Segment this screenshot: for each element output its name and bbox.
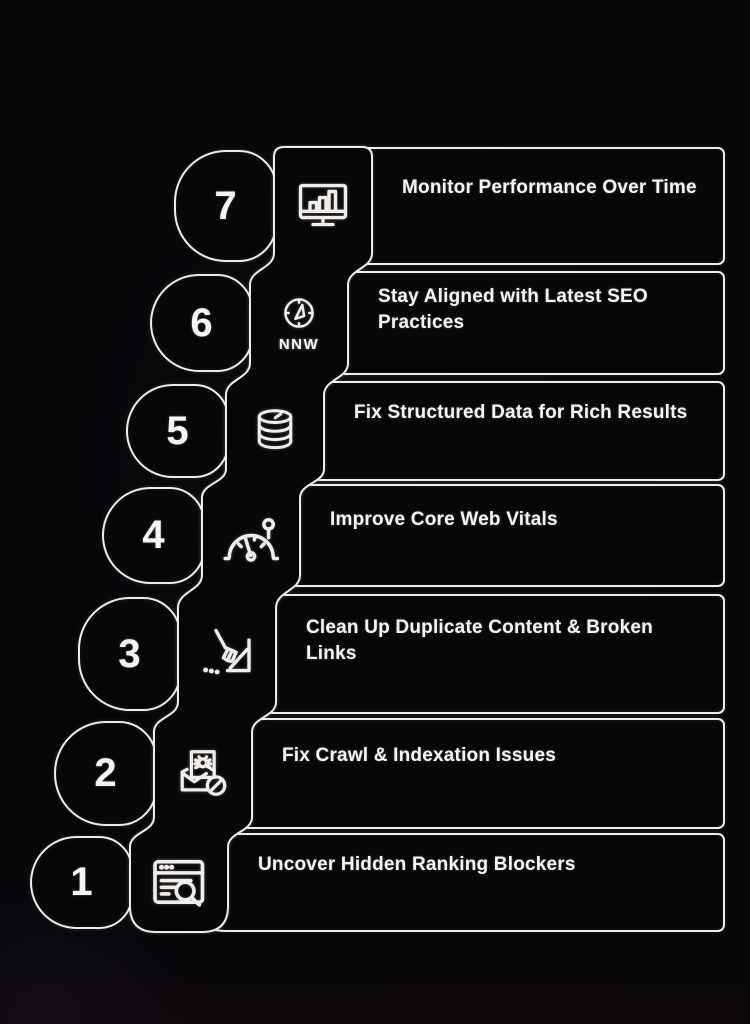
step-4-label: Improve Core Web Vitals [330, 509, 558, 530]
step-5-number: 5 [166, 408, 189, 453]
step-4-number: 4 [142, 513, 165, 557]
step-7-number: 7 [214, 183, 237, 228]
monitor-chart-icon [290, 173, 356, 239]
step-5-label: Fix Structured Data for Rich Results [354, 402, 688, 423]
step-2-label: Fix Crawl & Indexation Issues [282, 745, 556, 766]
step-6-number: 6 [190, 300, 213, 345]
step-7-label: Monitor Performance Over Time [402, 177, 697, 198]
crawl-bug-blocked-icon [170, 740, 236, 806]
step-3-number: 3 [118, 631, 141, 676]
compass-icon [266, 289, 332, 355]
step-3-label: Clean Up Duplicate Content & Broken Links [306, 617, 653, 664]
step-2-number: 2 [94, 751, 117, 795]
step-6-label: Stay Aligned with Latest SEO Practices [378, 286, 648, 333]
step-1-label: Uncover Hidden Ranking Blockers [258, 854, 576, 875]
step-1-number: 1 [70, 860, 93, 904]
speedometer-icon [218, 511, 284, 577]
database-icon [242, 398, 308, 464]
broom-sweep-icon [194, 621, 260, 687]
compass-heading-caption: NNW [278, 336, 320, 353]
browser-search-icon [146, 850, 212, 916]
